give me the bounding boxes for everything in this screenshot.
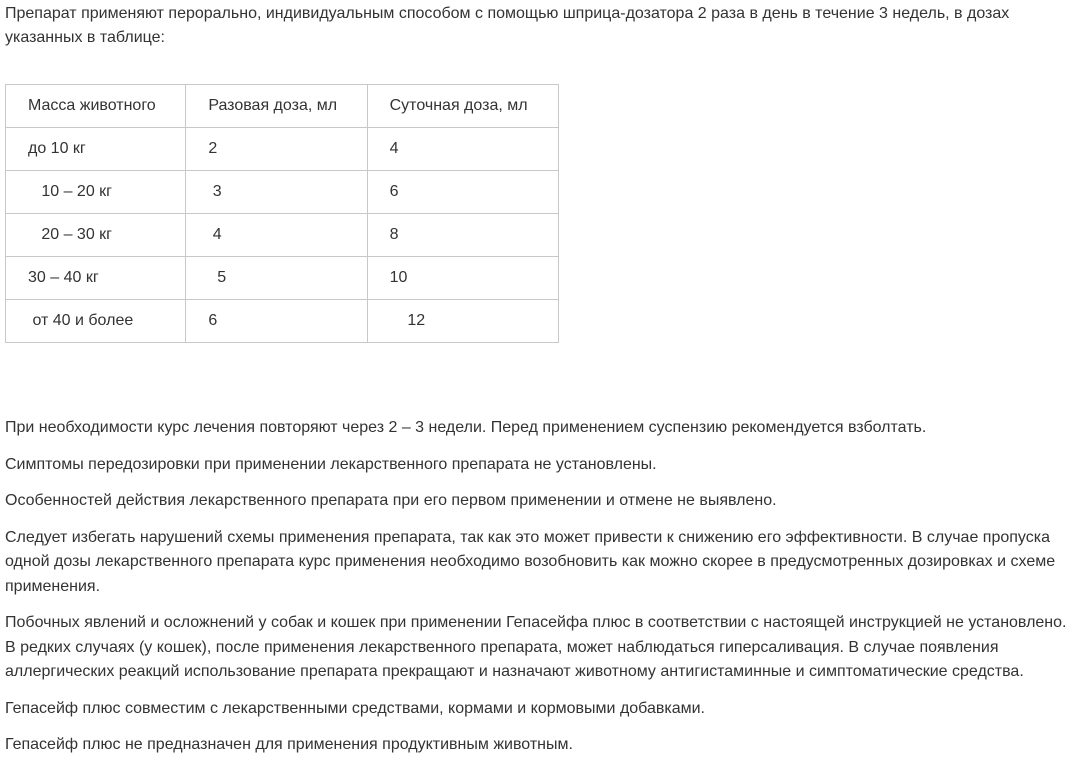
cell-single-dose: 2 [186,128,367,171]
paragraph-side-effects: Побочных явлений и осложнений у собак и кошек при применении Гепасейфа плюс в соответствии с настоящей инструкцией не установлено. В редких случаях (у кошек), после применения лекарственного препарата, может наблюдаться гиперсаливация. В случае появления аллергических реакций использование препарата прекращают и назначают животному антигистаминные и симптоматические средства. [5,614,1067,680]
cell-single-dose: 3 [186,171,367,214]
cell-single-dose: 4 [186,214,367,257]
cell-daily-dose: 4 [367,128,558,171]
cell-weight: до 10 кг [6,128,186,171]
paragraph-missed-dose: Следует избегать нарушений схемы применения препарата, так как это может привести к снижению его эффективности. В случае пропуска одной дозы лекарственного препарата курс применения необходимо возобновить как можно скорее в предусмотренных дозировках и схеме применения. [5,528,1056,595]
cell-weight: 10 – 20 кг [6,171,186,214]
table-row [6,300,559,343]
cell-daily-dose: 6 [367,171,558,214]
dosage-table [5,84,559,343]
paragraph-repeat-course: При необходимости курс лечения повторяют через 2 – 3 недели. Перед применением суспензию рекомендуется взболтать. [5,419,927,436]
cell-daily-dose: 8 [367,214,558,257]
header-daily-dose: Суточная доза, мл [367,85,558,128]
paragraph-productive-animals: Гепасейф плюс не предназначен для применения продуктивным животным. [5,736,573,753]
table-row [6,171,559,214]
table-row [6,214,559,257]
cell-daily-dose: 12 [367,300,558,343]
table-row [6,128,559,171]
cell-single-dose: 6 [186,300,367,343]
cell-single-dose: 5 [186,257,367,300]
table-row [6,257,559,300]
header-animal-weight: Масса животного [6,85,186,128]
paragraph-overdose: Симптомы передозировки при применении лекарственного препарата не установлены. [5,455,657,473]
paragraph-compatibility: Гепасейф плюс совместим с лекарственными средствами, кормами и кормовыми добавками. [5,699,705,717]
paragraph-first-use: Особенностей действия лекарственного препарата при его первом применении и отмене не выявлено. [5,492,777,509]
cell-daily-dose: 10 [367,257,558,300]
header-single-dose: Разовая доза, мл [186,85,367,128]
instructions-section [5,416,1077,770]
cell-weight: 20 – 30 кг [6,214,186,257]
intro-paragraph: Препарат применяют перорально, индивидуальным способом с помощью шприца-дозатора 2 раза в день в течение 3 недель, в дозах указанных в таблице: [5,5,1010,46]
article-body [5,0,1077,50]
cell-weight: от 40 и более [6,300,186,343]
cell-weight: 30 – 40 кг [6,257,186,300]
table-header-row [6,85,559,128]
